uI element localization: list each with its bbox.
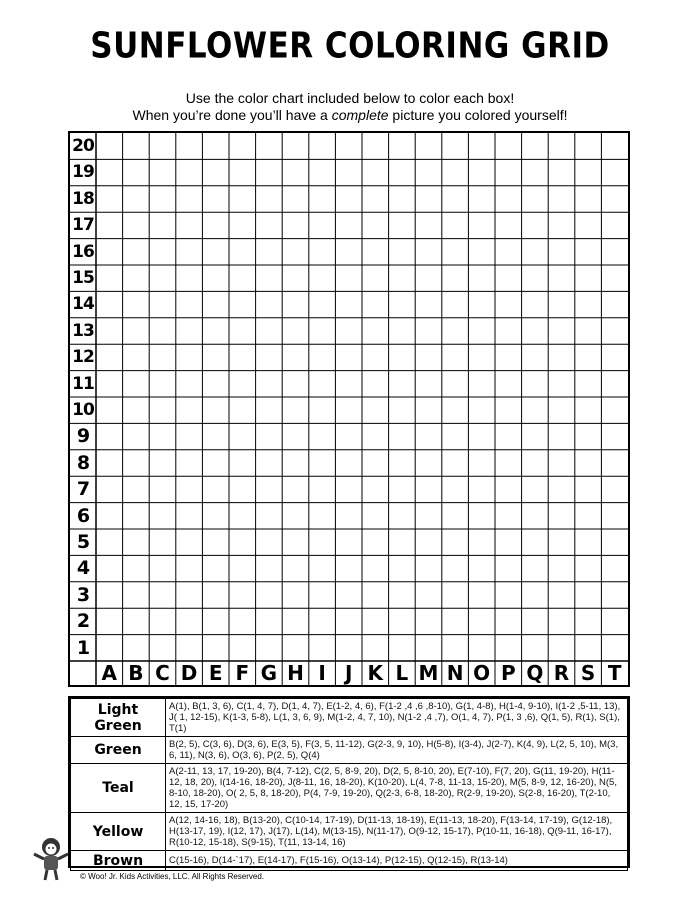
- column-label: O: [473, 661, 491, 685]
- color-coordinates: A(12, 14-16, 18), B(13-20), C(10-14, 17-19), D(11-13, 18-19), E(11-13, 18-20), F(13-14, 17-19), G(12-18), H(13-17, 19), I(12, 17), J(17), L(14), M(13-15), N(11-17), O(9-12, 15-17), P(10-11, 16-18), Q(9-11, 16-17), R(10-12, 15-18), S(9-15), T(11, 13-14, 16): [166, 813, 628, 851]
- color-row-light-green: [71, 699, 628, 737]
- color-coordinates: A(1), B(1, 3, 6), C(1, 4, 7), D(1, 4, 7), E(1-2, 4, 6), F(1-2 ,4 ,6 ,8-10), G(1, 4-8), H(1-4, 9-10), I(1-2 ,5-11, 13), J( 1, 12-15), K(1-3, 5-8), L(1, 3, 6, 9), M(1-2, 4, 7, 10), N(1-2 ,4 ,7), O(1, 4, 7), P(1, 3 ,6), Q(1, 5), R(1), S(1), T(1): [166, 699, 628, 737]
- page-title: SUNFLOWER COLORING GRID: [90, 25, 610, 67]
- column-label: G: [260, 661, 278, 685]
- color-row-brown: [71, 851, 628, 871]
- row-label: 8: [76, 451, 90, 474]
- row-label: 13: [72, 320, 94, 341]
- column-label: N: [446, 661, 464, 685]
- row-label: 19: [72, 162, 94, 183]
- row-label: 20: [72, 136, 94, 156]
- color-row-green: [71, 737, 628, 764]
- row-label: 12: [72, 347, 94, 368]
- color-chart: [68, 696, 630, 868]
- row-label: 17: [72, 215, 94, 236]
- instructions-emphasis: complete: [331, 107, 389, 123]
- copyright-text: © Woo! Jr. Kids Activities, LLC. All Rights Reserved.: [80, 872, 265, 881]
- instructions-line-2-start: When you’re done you’ll have a: [132, 107, 332, 123]
- column-label: M: [418, 661, 439, 685]
- row-label: 15: [72, 268, 94, 288]
- row-label: 6: [76, 504, 90, 527]
- color-name: Yellow: [71, 813, 166, 851]
- instructions-line-2: [0, 107, 700, 124]
- color-coordinates: A(2-11, 13, 17, 19-20), B(4, 7-12), C(2, 5, 8-9, 20), D(2, 5, 8-10, 20), E(7-10), F(7, 20), G(11, 19-20), H(11-12, 18, 20), I(14-16, 18-20), J(8-11, 16, 18-20), K(10-20), L(4, 7-8, 11-13, 15-20), M(5, 8-9, 12, 16-20), N(5, 8-10, 18-20), O( 2, 5, 8, 18-20), P(4, 7-9, 19-20), Q(2-3, 6-8, 18-20), R(2-9, 19-20), S(2-8, 16-20), T(2-10, 12, 15, 17-20): [166, 764, 628, 813]
- color-coordinates: B(2, 5), C(3, 6), D(3, 6), E(3, 5), F(3, 5, 11-12), G(2-3, 9, 10), H(5-8), I(3-4), J(2-7), K(4, 9), L(2, 5, 10), M(3, 6, 11), N(3, 6), O(3, 6), P(2, 5), Q(4): [166, 737, 628, 764]
- row-label: 10: [72, 400, 94, 420]
- column-label: D: [180, 661, 198, 685]
- color-coordinates: C(15-16), D(14-`17), E(14-17), F(15-16), O(13-14), P(12-15), Q(12-15), R(13-14): [166, 851, 628, 871]
- color-row-teal: [71, 764, 628, 813]
- row-label: 14: [72, 294, 94, 315]
- color-name: Light Green: [71, 699, 166, 737]
- row-label: 18: [72, 188, 94, 209]
- row-label: 16: [72, 241, 94, 262]
- color-name: Brown: [71, 851, 166, 871]
- column-label: A: [101, 661, 118, 685]
- column-label: P: [500, 661, 516, 685]
- coloring-grid: [68, 131, 630, 687]
- column-label: C: [155, 661, 170, 685]
- row-label: 11: [72, 373, 94, 394]
- column-label: T: [607, 661, 622, 685]
- color-row-yellow: [71, 813, 628, 851]
- column-label: J: [344, 661, 353, 685]
- kid-mascot-icon: [28, 834, 74, 882]
- column-label: Q: [526, 661, 544, 685]
- column-label: B: [128, 661, 144, 685]
- row-label: 1: [76, 636, 90, 659]
- grid-lines: [70, 133, 628, 685]
- column-label: E: [208, 661, 223, 685]
- row-label: 4: [76, 557, 90, 580]
- color-chart-table: [70, 698, 628, 871]
- row-label: 3: [76, 583, 90, 606]
- row-label: 2: [76, 610, 90, 633]
- column-label: R: [553, 661, 570, 685]
- column-label: F: [235, 661, 250, 685]
- row-label: 9: [76, 425, 90, 448]
- instructions-line-1: Use the color chart included below to color each box!: [185, 90, 515, 106]
- row-label: 5: [76, 531, 90, 553]
- column-label: L: [395, 661, 409, 685]
- column-label: K: [367, 661, 384, 685]
- column-label: S: [580, 661, 596, 685]
- column-label: I: [318, 661, 326, 685]
- instructions-line-2-end: picture you colored yourself!: [388, 107, 568, 123]
- color-name: Teal: [71, 764, 166, 813]
- color-name: Green: [71, 737, 166, 764]
- column-label: H: [287, 661, 304, 685]
- row-label: 7: [76, 478, 90, 501]
- instructions: [0, 90, 700, 124]
